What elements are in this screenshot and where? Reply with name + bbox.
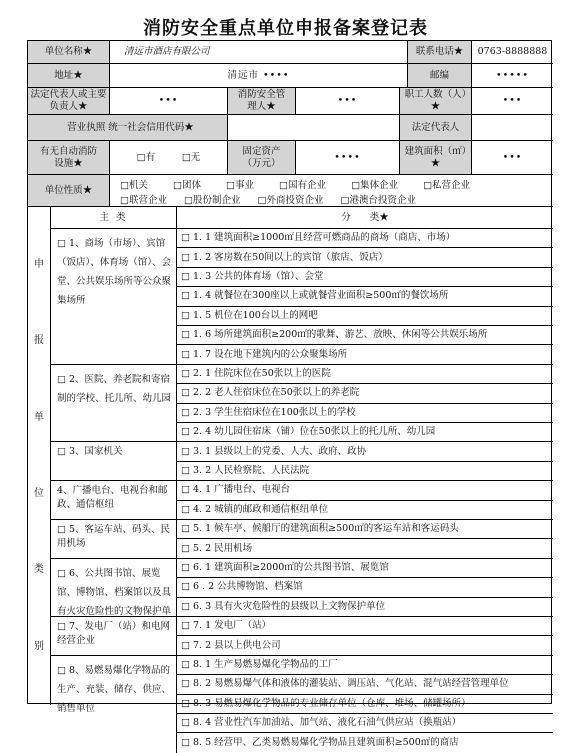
nature-option[interactable]: □外商投资企业 bbox=[257, 195, 324, 206]
main-category-4[interactable]: 4、广播电台、电视台和邮政、通信枢纽 bbox=[51, 481, 177, 520]
unit-name-field[interactable]: 清远市酒店有限公司 bbox=[110, 41, 408, 64]
address-label: 地址★ bbox=[28, 64, 110, 88]
sub-category-item[interactable]: □ 4. 2 城镇的邮政和通信枢纽单位 bbox=[177, 501, 553, 520]
sub-category-item[interactable]: □ 1. 5 机位在100台以上的网吧 bbox=[177, 307, 553, 326]
license-field[interactable] bbox=[228, 115, 400, 141]
sub-category-item[interactable]: □ 2. 4 幼儿园住宿床（铺）位在50张以上的托儿所、幼儿园 bbox=[177, 423, 553, 442]
main-category-3[interactable]: □ 3、国家机关 bbox=[51, 442, 177, 481]
sub-category-item[interactable]: □ 1. 6 场所建筑面积≥200㎡的歌舞、游艺、放映、休闲等公共娱乐场所 bbox=[177, 326, 553, 345]
fixed-assets-field[interactable]: •••• bbox=[296, 141, 400, 175]
main-category-2[interactable]: □ 2、医院、养老院和寄宿制的学校、托儿所、幼儿园 bbox=[51, 365, 177, 443]
unit-nature-options bbox=[110, 175, 553, 207]
legal-rep-label: 法定代表人或主要负责人★ bbox=[28, 88, 110, 115]
main-category-8[interactable]: □ 8、易燃易爆化学物品的生产、充装、储存、供应、销售单位 bbox=[51, 656, 177, 753]
sub-category-item[interactable]: □ 5. 2 民用机场 bbox=[177, 539, 553, 558]
sub-category-item[interactable]: □ 1. 4 就餐位在300座以上或就餐营业面积≥500㎡的餐饮场所 bbox=[177, 287, 553, 306]
sub-category-item[interactable]: □ 3. 1 县级以上的党委、人大、政府、政协 bbox=[177, 442, 553, 461]
legal-person-label: 法定代表人 bbox=[400, 115, 472, 141]
sub-category-item[interactable]: □ 8. 2 易燃易爆气体和液体的灌装站、调压站、气化站、混气站经营管理单位 bbox=[177, 675, 553, 694]
sub-category-item[interactable]: □ 2. 2 老人住宿床位在50张以上的养老院 bbox=[177, 384, 553, 403]
form-title: 消防安全重点单位申报备案登记表 bbox=[143, 18, 428, 39]
building-area-label: 建筑面积（㎡）★ bbox=[400, 141, 472, 175]
sub-category-item[interactable]: □ 2. 1 住院床位在50张以上的医院 bbox=[177, 365, 553, 384]
building-area-field[interactable]: ••• bbox=[472, 141, 553, 175]
fixed-assets-label: 固定资产（万元） bbox=[228, 141, 296, 175]
sub-category-item[interactable]: □ 2. 3 学生住宿床位在100张以上的学校 bbox=[177, 404, 553, 423]
auto-fire-yes-checkbox[interactable]: □有 bbox=[136, 151, 156, 163]
staff-count-label: 职工人数（人）★ bbox=[400, 88, 472, 115]
postcode-field[interactable]: ••••• bbox=[472, 64, 553, 88]
staff-count-field[interactable]: ••• bbox=[472, 88, 553, 115]
phone-label: 联系电话★ bbox=[408, 41, 472, 64]
auto-fire-label: 有无自动消防设施★ bbox=[28, 141, 110, 175]
sub-category-item[interactable]: □ 3. 2 人民检察院、人民法院 bbox=[177, 462, 553, 481]
sub-category-item[interactable]: □ 1. 3 公共的体育场（馆）、会堂 bbox=[177, 268, 553, 287]
nature-option[interactable]: □国有企业 bbox=[279, 180, 327, 191]
fire-manager-field[interactable]: ••• bbox=[296, 88, 400, 115]
legal-rep-field[interactable]: ••• bbox=[110, 88, 228, 115]
nature-option[interactable]: □团体 bbox=[173, 180, 201, 191]
license-label: 营业执照 统一社会信用代码★ bbox=[28, 115, 228, 141]
nature-option[interactable]: □事业 bbox=[226, 180, 255, 191]
nature-option[interactable]: □集体企业 bbox=[351, 180, 399, 191]
sub-category-item[interactable]: □ 6. 1 建筑面积≥2000㎡的公共图书馆、展览馆 bbox=[177, 559, 553, 578]
sub-category-item[interactable]: □ 6 . 2 公共博物馆、档案馆 bbox=[177, 578, 553, 597]
sub-category-item[interactable]: □ 1. 2 客房数在50间以上的宾馆（旅店、饭店） bbox=[177, 248, 553, 267]
sub-category-item[interactable]: □ 8. 1 生产易燃易爆化学物品的工厂 bbox=[177, 656, 553, 675]
registration-form bbox=[27, 40, 552, 749]
postcode-label: 邮编 bbox=[408, 64, 472, 88]
sub-category-item[interactable]: □ 8. 5 经营甲、乙类易燃易爆化学物品且建筑面积≥500㎡的商店 bbox=[181, 737, 459, 749]
main-category-7[interactable]: □ 7、发电厂（站）和电网经营企业 bbox=[51, 617, 177, 656]
nature-option[interactable]: □港澳台投资企业 bbox=[340, 195, 417, 206]
declare-type-vertical-label: 申 报 单 位 类 别 bbox=[28, 207, 51, 705]
sub-category-item[interactable]: □ 8. 4 营业性汽车加油站、加气站、液化石油气供应站（换瓶站） bbox=[177, 714, 553, 733]
sub-category-item[interactable]: □ 8. 3 易燃易爆化学物品的专业储存单位（仓库、堆场、储罐场所） bbox=[177, 695, 553, 714]
sub-category-item[interactable]: □ 6. 3 具有火灾危险性的县级以上文物保护单位 bbox=[177, 598, 553, 617]
main-category-6[interactable]: □ 6、公共图书馆、展览馆、博物馆、档案馆以及具有火灾危险性的文物保护单 bbox=[51, 559, 177, 617]
phone-field[interactable]: 0763-8888888 bbox=[472, 41, 553, 64]
legal-person-field[interactable] bbox=[472, 115, 553, 141]
main-category-header: 主 类 bbox=[51, 207, 177, 229]
auto-fire-options bbox=[110, 141, 228, 175]
sub-category-item[interactable]: □ 1. 7 设在地下建筑内的公众聚集场所 bbox=[177, 345, 553, 364]
nature-option[interactable]: □联营企业 bbox=[120, 195, 167, 206]
unit-name-label: 单位名称★ bbox=[28, 41, 110, 64]
fire-manager-label: 消防安全管理人★ bbox=[228, 88, 296, 115]
sub-category-item[interactable]: □ 5. 1 候车亭、候船厅的建筑面积≥500㎡的客运车站和客运码头 bbox=[177, 520, 553, 539]
nature-option[interactable]: □机关 bbox=[120, 180, 148, 191]
main-category-1[interactable]: □ 1、商场（市场）、宾馆（饭店）、体育场（馆）、会堂、公共娱乐场所等公众聚集场所 bbox=[51, 229, 177, 365]
auto-fire-no-checkbox[interactable]: □无 bbox=[181, 151, 201, 163]
unit-nature-label: 单位性质★ bbox=[28, 175, 110, 207]
sub-category-header: 分 类★ bbox=[177, 207, 553, 229]
sub-category-item[interactable]: □ 1. 1 建筑面积≥1000㎡且经营可燃商品的商场（商店、市场） bbox=[177, 229, 553, 248]
sub-category-item[interactable]: □ 4. 1 广播电台、电视台 bbox=[177, 481, 553, 500]
sub-category-item[interactable]: □ 7. 2 县以上供电公司 bbox=[177, 636, 553, 655]
address-field[interactable]: 清远市 •••• bbox=[110, 64, 408, 88]
sub-category-item[interactable]: □ 7. 1 发电厂（站） bbox=[177, 617, 553, 636]
nature-option[interactable]: □私营企业 bbox=[423, 180, 471, 191]
main-category-5[interactable]: □ 5、客运车站、码头、民用机场 bbox=[51, 520, 177, 559]
nature-option[interactable]: □股份制企业 bbox=[184, 195, 241, 206]
